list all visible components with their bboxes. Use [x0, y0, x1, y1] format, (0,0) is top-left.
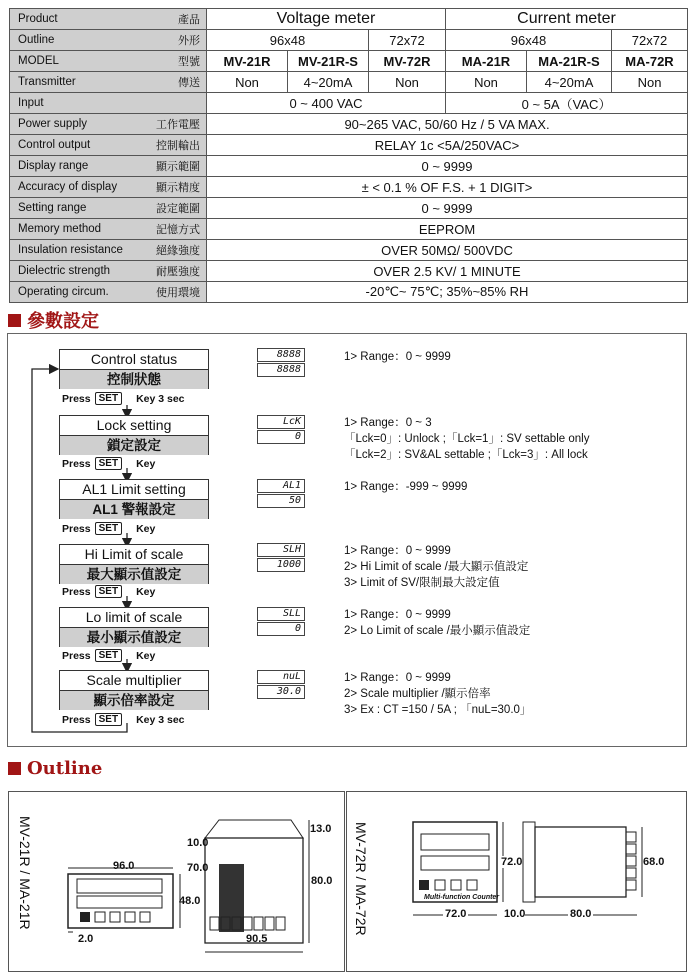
row-label: Memory method — [10, 219, 143, 240]
set-key-icon: SET — [95, 457, 122, 470]
cell: ± < 0.1 % OF F.S. + 1 DIGIT> — [207, 177, 688, 198]
key-text: Key — [136, 522, 156, 535]
row-label: Power supply — [10, 114, 143, 135]
row-label-cn: 控制輸出 — [143, 135, 207, 156]
dim-height: 72.0 — [501, 856, 523, 868]
row-label-cn: 顯示範圍 — [143, 156, 207, 177]
step-scale-multiplier — [59, 670, 209, 710]
panel-text: Multi-function Counter — [424, 894, 500, 901]
cell: OVER 2.5 KV/ 1 MINUTE — [207, 261, 688, 282]
dim-height: 48.0 — [179, 895, 201, 907]
dim-depth: 80.0 — [570, 908, 592, 920]
key-text: Key 3 sec — [136, 713, 185, 726]
row-label: Setting range — [10, 198, 143, 219]
dim-height-2: 70.0 — [187, 862, 209, 874]
step-title-cn: 控制狀態 — [60, 370, 208, 389]
step-description — [344, 607, 530, 639]
cell: 96x48 — [446, 30, 612, 51]
row-label-cn: 設定範圍 — [143, 198, 207, 219]
square-bullet-icon — [8, 314, 21, 327]
row-label: Dielectric strength — [10, 261, 143, 282]
table-row — [10, 156, 688, 177]
table-row — [10, 261, 688, 282]
press-text: Press — [62, 392, 91, 405]
row-label-cn: 產品 — [143, 9, 207, 30]
cell: MV-72R — [369, 51, 446, 72]
desc-line: 1> Range：-999 ~ 9999 — [344, 481, 468, 493]
cell: 0 ~ 400 VAC — [207, 93, 446, 114]
row-label-cn: 顯示精度 — [143, 177, 207, 198]
row-label-cn: 記憶方式 — [143, 219, 207, 240]
display-preview — [257, 607, 305, 637]
voltage-meter-header: Voltage meter — [207, 9, 446, 30]
step-description — [344, 670, 531, 718]
row-label-cn — [143, 93, 207, 114]
row-label: Insulation resistance — [10, 240, 143, 261]
step-al1-limit — [59, 479, 209, 519]
outline-title-text: Outline — [27, 758, 103, 779]
step-title: Control status — [60, 350, 208, 370]
cell: OVER 50MΩ/ 500VDC — [207, 240, 688, 261]
param-flow-panel — [7, 333, 687, 747]
cell: Non — [207, 72, 288, 93]
display-bottom: 1000 — [257, 558, 305, 572]
table-row — [10, 9, 688, 30]
row-label: Accuracy of display — [10, 177, 143, 198]
step-title: Hi Limit of scale — [60, 545, 208, 565]
cell: RELAY 1c <5A/250VAC> — [207, 135, 688, 156]
dim-width: 96.0 — [113, 860, 135, 872]
dim-depth-2: 13.0 — [310, 823, 332, 835]
display-preview — [257, 670, 305, 700]
display-preview — [257, 348, 305, 378]
model-label-vertical: MV-72R / MA-72R — [353, 822, 369, 936]
row-label: MODEL — [10, 51, 143, 72]
row-label-cn: 型號 — [143, 51, 207, 72]
press-set-hint — [62, 585, 155, 598]
display-top: SLL — [257, 607, 305, 621]
display-bottom: 30.0 — [257, 685, 305, 699]
press-set-hint — [62, 649, 155, 662]
display-top: SLH — [257, 543, 305, 557]
table-row — [10, 177, 688, 198]
row-label: Outline — [10, 30, 143, 51]
dim-gap: 2.0 — [78, 933, 94, 945]
cell: 0 ~ 9999 — [207, 156, 688, 177]
row-label: Input — [10, 93, 143, 114]
table-row — [10, 93, 688, 114]
cell: 4~20mA — [288, 72, 369, 93]
step-title: Lo limit of scale — [60, 608, 208, 628]
press-text: Press — [62, 522, 91, 535]
set-key-icon: SET — [95, 392, 122, 405]
row-label: Transmitter — [10, 72, 143, 93]
row-label: Product — [10, 9, 143, 30]
table-row — [10, 240, 688, 261]
display-top: 8888 — [257, 348, 305, 362]
step-description — [344, 479, 467, 495]
cell: MV-21R — [207, 51, 288, 72]
desc-line: 1> Range：0 ~ 9999 — [344, 672, 451, 684]
key-text: Key — [136, 585, 156, 598]
spec-table — [9, 8, 688, 303]
cell: Non — [446, 72, 527, 93]
desc-line: 2> Hi Limit of scale /最大顯示值設定 — [344, 561, 529, 573]
table-row — [10, 219, 688, 240]
step-lo-limit — [59, 607, 209, 647]
dim-depth: 80.0 — [311, 875, 333, 887]
desc-line: 3> Limit of SV/限制最大設定值 — [344, 577, 500, 589]
desc-line: 1> Range：0 ~ 3 — [344, 417, 432, 429]
set-key-icon: SET — [95, 649, 122, 662]
cell: 96x48 — [207, 30, 369, 51]
row-label-cn: 外形 — [143, 30, 207, 51]
display-top: nuL — [257, 670, 305, 684]
dim-depth-1: 10.0 — [187, 837, 209, 849]
step-title-cn: 鎖定設定 — [60, 436, 208, 455]
table-row — [10, 51, 688, 72]
set-key-icon: SET — [95, 585, 122, 598]
step-description — [344, 543, 528, 591]
press-text: Press — [62, 585, 91, 598]
cell: EEPROM — [207, 219, 688, 240]
cell: 0 ~ 9999 — [207, 198, 688, 219]
row-label-cn: 絕緣強度 — [143, 240, 207, 261]
press-text: Press — [62, 649, 91, 662]
step-title-cn: 顯示倍率設定 — [60, 691, 208, 710]
row-label-cn: 耐壓強度 — [143, 261, 207, 282]
step-hi-limit — [59, 544, 209, 584]
cell: -20℃~ 75℃; 35%~85% RH — [207, 282, 688, 303]
row-label: Operating circum. — [10, 282, 143, 303]
table-row — [10, 135, 688, 156]
dim-depth-front: 10.0 — [504, 908, 526, 920]
step-title-cn: AL1 警報設定 — [60, 500, 208, 519]
params-section-title — [8, 307, 99, 333]
press-set-hint — [62, 522, 155, 535]
dimension-drawing-left — [9, 792, 346, 973]
step-description — [344, 415, 589, 463]
step-title: Lock setting — [60, 416, 208, 436]
desc-line: 1> Range：0 ~ 9999 — [344, 351, 451, 363]
press-set-hint — [62, 713, 185, 726]
outline-mv21r — [8, 791, 345, 972]
key-text: Key — [136, 649, 156, 662]
display-top: LcK — [257, 415, 305, 429]
cell: Non — [369, 72, 446, 93]
display-preview — [257, 415, 305, 445]
desc-line: 3> Ex : CT =150 / 5A ; 「nuL=30.0」 — [344, 704, 532, 716]
cell: 72x72 — [369, 30, 446, 51]
row-label-cn: 傳送 — [143, 72, 207, 93]
step-title: AL1 Limit setting — [60, 480, 208, 500]
display-bottom: 50 — [257, 494, 305, 508]
display-top: AL1 — [257, 479, 305, 493]
row-label-cn: 工作電壓 — [143, 114, 207, 135]
step-description — [344, 349, 451, 365]
key-text: Key 3 sec — [136, 392, 185, 405]
cell: Non — [612, 72, 688, 93]
outline-mv72r — [346, 791, 687, 972]
current-meter-header: Current meter — [446, 9, 688, 30]
desc-line: 1> Range：0 ~ 9999 — [344, 609, 451, 621]
table-row — [10, 30, 688, 51]
step-lock-setting — [59, 415, 209, 455]
press-text: Press — [62, 713, 91, 726]
cell: MA-21R-S — [527, 51, 612, 72]
cell: MV-21R-S — [288, 51, 369, 72]
key-text: Key — [136, 457, 156, 470]
row-label: Control output — [10, 135, 143, 156]
press-set-hint — [62, 457, 155, 470]
desc-line: 2> Lo Limit of scale /最小顯示值設定 — [344, 625, 531, 637]
step-control-status — [59, 349, 209, 389]
params-title-text: 參數設定 — [27, 311, 99, 332]
display-bottom: 0 — [257, 622, 305, 636]
cell: 4~20mA — [527, 72, 612, 93]
display-preview — [257, 543, 305, 573]
square-bullet-icon — [8, 762, 21, 775]
set-key-icon: SET — [95, 713, 122, 726]
step-title-cn: 最大顯示值設定 — [60, 565, 208, 584]
row-label-cn: 使用環境 — [143, 282, 207, 303]
desc-line: 1> Range：0 ~ 9999 — [344, 545, 451, 557]
dimension-drawing-right — [347, 792, 688, 973]
table-row — [10, 114, 688, 135]
press-text: Press — [62, 457, 91, 470]
cell: 90~265 VAC, 50/60 Hz / 5 VA MAX. — [207, 114, 688, 135]
row-label: Display range — [10, 156, 143, 177]
table-row — [10, 72, 688, 93]
table-row — [10, 198, 688, 219]
desc-line: 2> Scale multiplier /顯示倍率 — [344, 688, 491, 700]
display-bottom: 0 — [257, 430, 305, 444]
desc-line: 「Lck=0」: Unlock ;「Lck=1」: SV settable only — [344, 433, 590, 445]
step-title: Scale multiplier — [60, 671, 208, 691]
model-label-vertical: MV-21R / MA-21R — [17, 816, 33, 930]
cell: 0 ~ 5A（VAC） — [446, 93, 688, 114]
table-row — [10, 282, 688, 303]
dim-side: 68.0 — [643, 856, 665, 868]
dim-base: 90.5 — [246, 933, 268, 945]
step-title-cn: 最小顯示值設定 — [60, 628, 208, 647]
cell: MA-72R — [612, 51, 688, 72]
cell: 72x72 — [612, 30, 688, 51]
desc-line: 「Lck=2」: SV&AL settable ;「Lck=3」: All lock — [344, 449, 588, 461]
outline-section-title — [8, 758, 102, 779]
display-preview — [257, 479, 305, 509]
display-bottom: 8888 — [257, 363, 305, 377]
press-set-hint — [62, 392, 185, 405]
cell: MA-21R — [446, 51, 527, 72]
dim-width: 72.0 — [445, 908, 467, 920]
set-key-icon: SET — [95, 522, 122, 535]
